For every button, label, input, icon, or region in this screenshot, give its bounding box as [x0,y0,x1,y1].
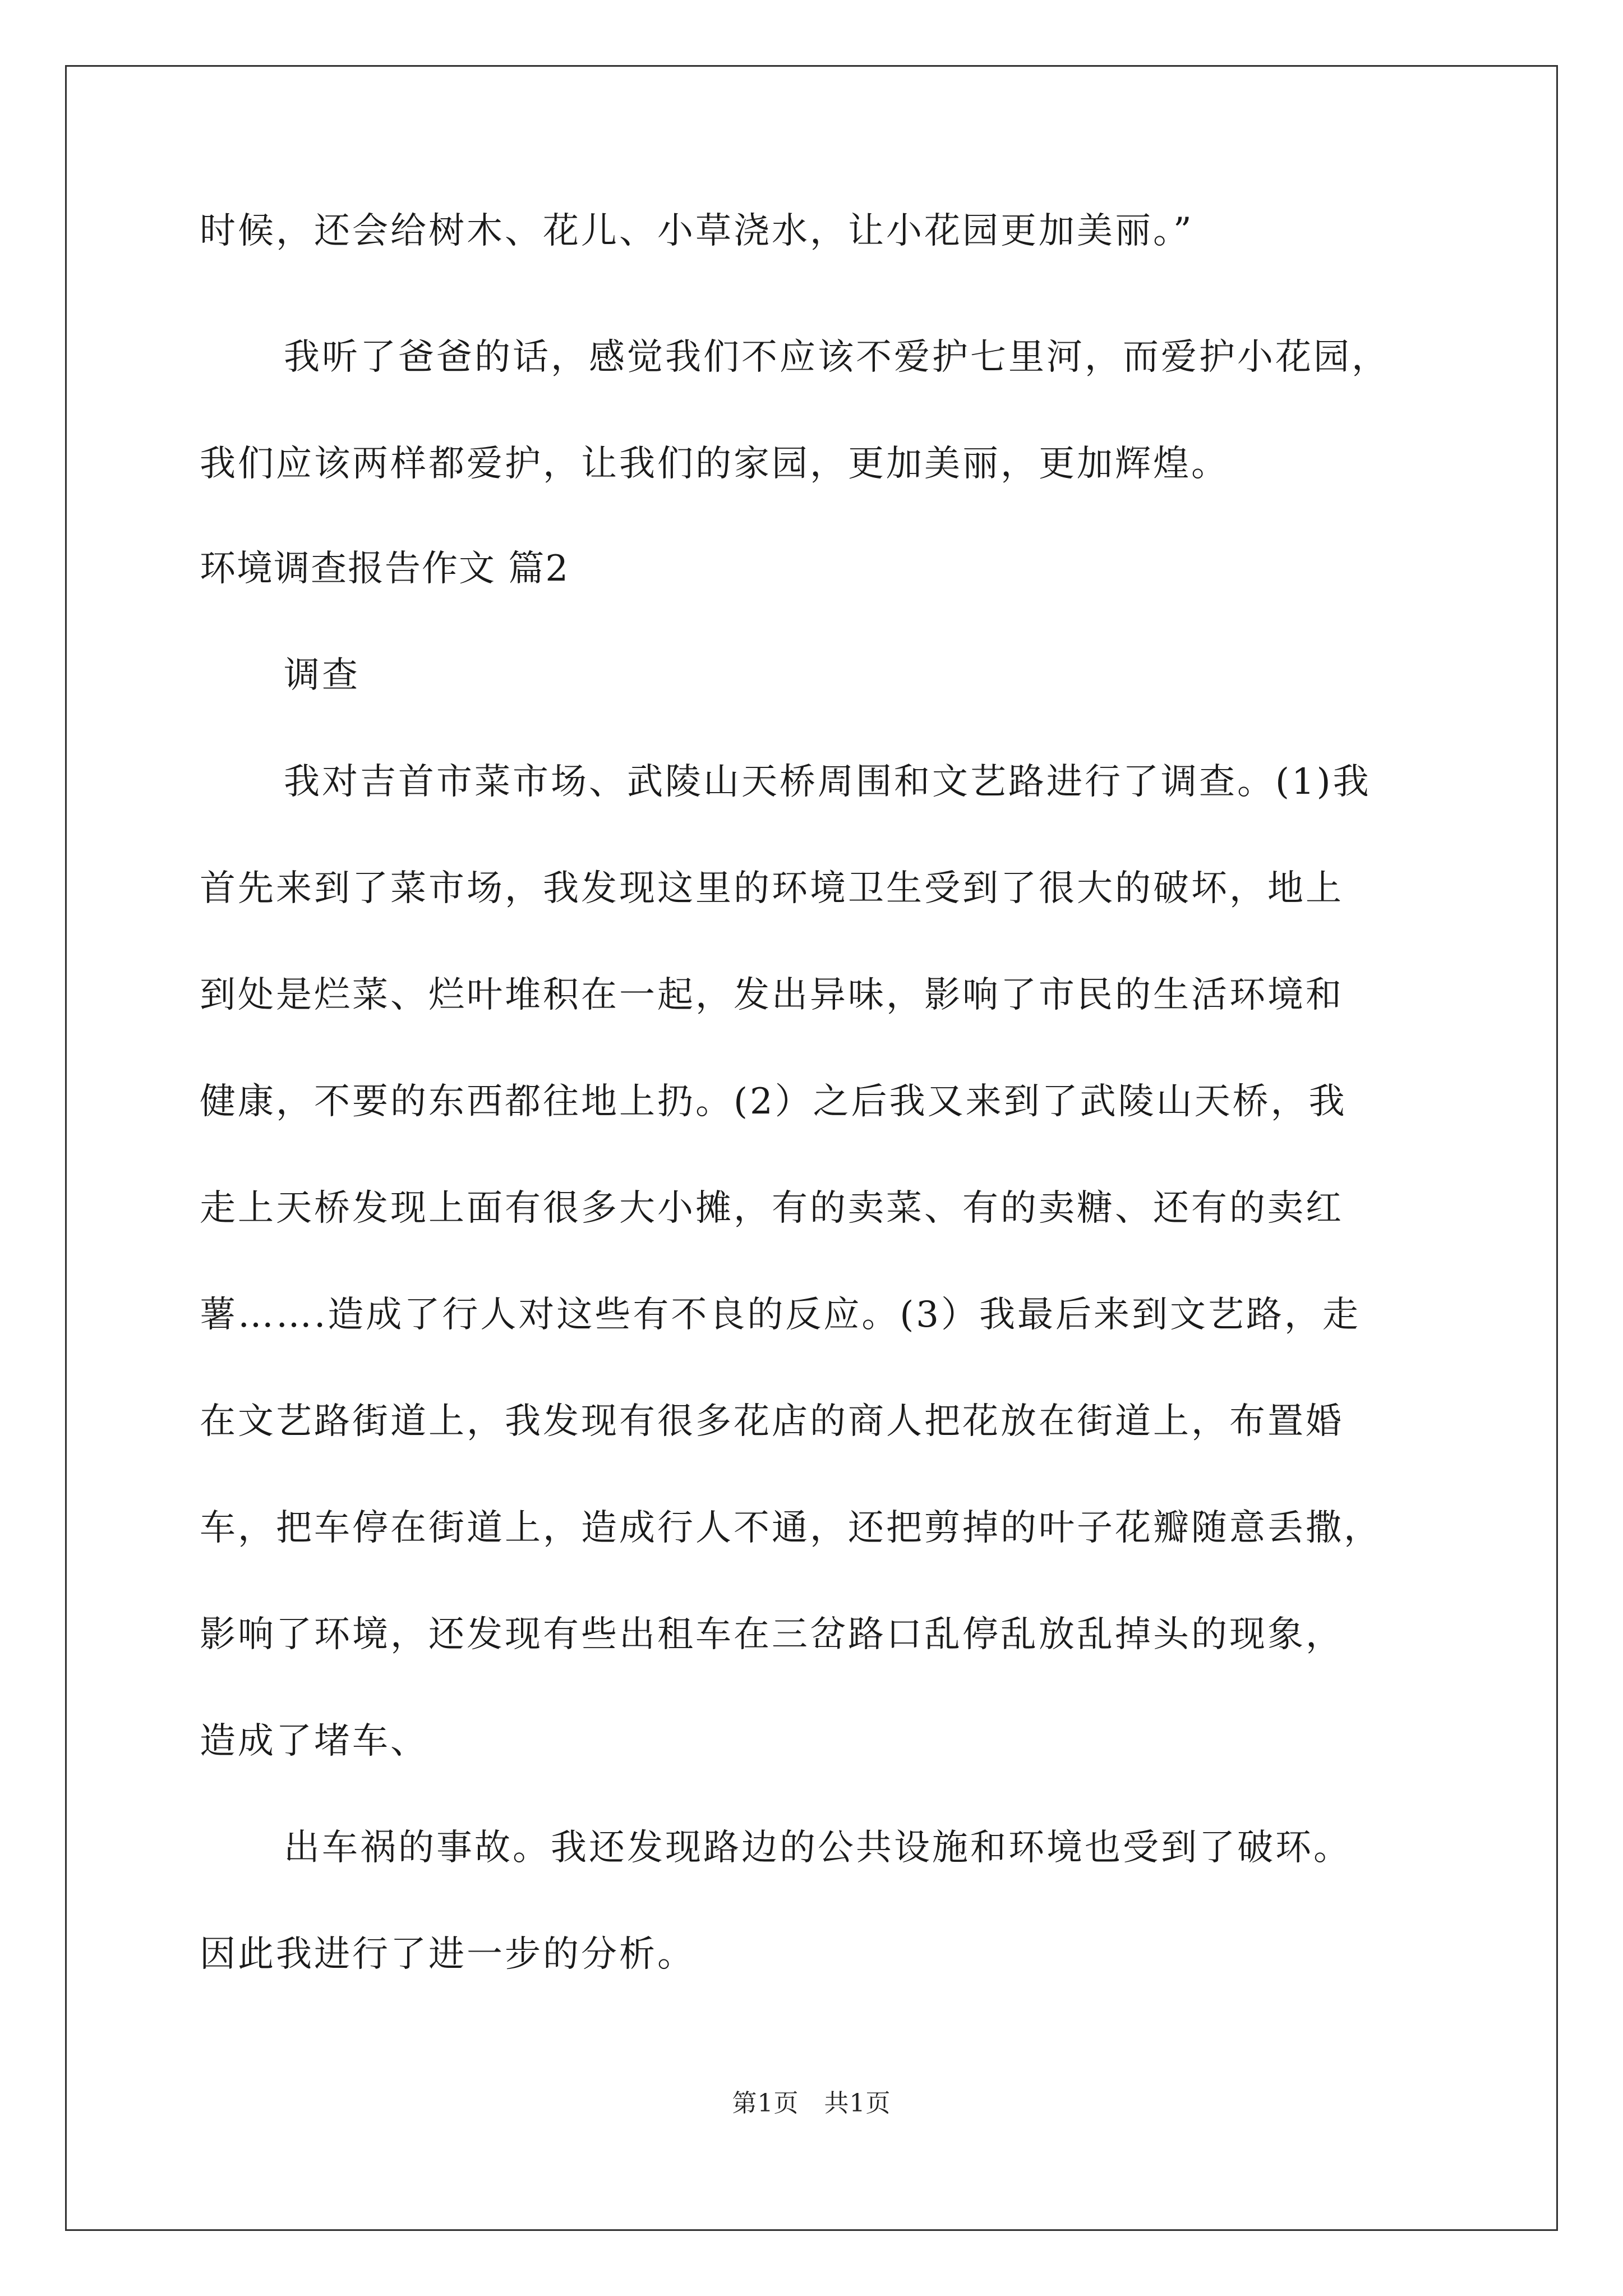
text-line: 造成了堵车、 [200,1720,428,1762]
text-line: 因此我进行了进一步的分析。 [200,1934,695,1975]
text-line: 时候，还会给树木、花儿、小草浇水，让小花园更加美丽。” [200,210,1194,252]
text-line: 到处是烂菜、烂叶堆积在一起，发出异味，影响了市民的生活环境和 [200,974,1344,1016]
text-line: 在文艺路街道上，我发现有很多花店的商人把花放在街道上，布置婚 [200,1401,1344,1442]
text-line: 影响了环境，还发现有些出租车在三岔路口乱停乱放乱掉头的现象， [200,1614,1344,1655]
text-line: 薯…….造成了行人对这些有不良的反应。(3）我最后来到文艺路，走 [200,1294,1361,1336]
text-line: 车，把车停在街道上，造成行人不通，还把剪掉的叶子花瓣随意丢撒， [200,1507,1382,1549]
text-line: 调查 [284,655,360,696]
text-line: 我们应该两样都爱护，让我们的家园，更加美丽，更加辉煌。 [200,443,1229,485]
text-line: 我对吉首市菜市场、武陵山天桥周围和文艺路进行了调查。(1)我 [284,761,1371,803]
text-line: 出车祸的事故。我还发现路边的公共设施和环境也受到了破环。 [284,1827,1352,1869]
page-border [65,65,1558,2231]
section-heading: 环境调查报告作文 篇2 [200,548,570,590]
text-line: 我听了爸爸的话，感觉我们不应该不爱护七里河，而爱护小花园， [284,337,1390,378]
text-line: 走上天桥发现上面有很多大小摊，有的卖菜、有的卖糖、还有的卖红 [200,1188,1344,1229]
text-line: 健康，不要的东西都往地上扔。(2）之后我又来到了武陵山天桥，我 [200,1081,1347,1122]
page-footer: 第1页 共1页 [732,2089,891,2118]
text-line: 首先来到了菜市场，我发现这里的环境卫生受到了很大的破坏，地上 [200,868,1344,909]
